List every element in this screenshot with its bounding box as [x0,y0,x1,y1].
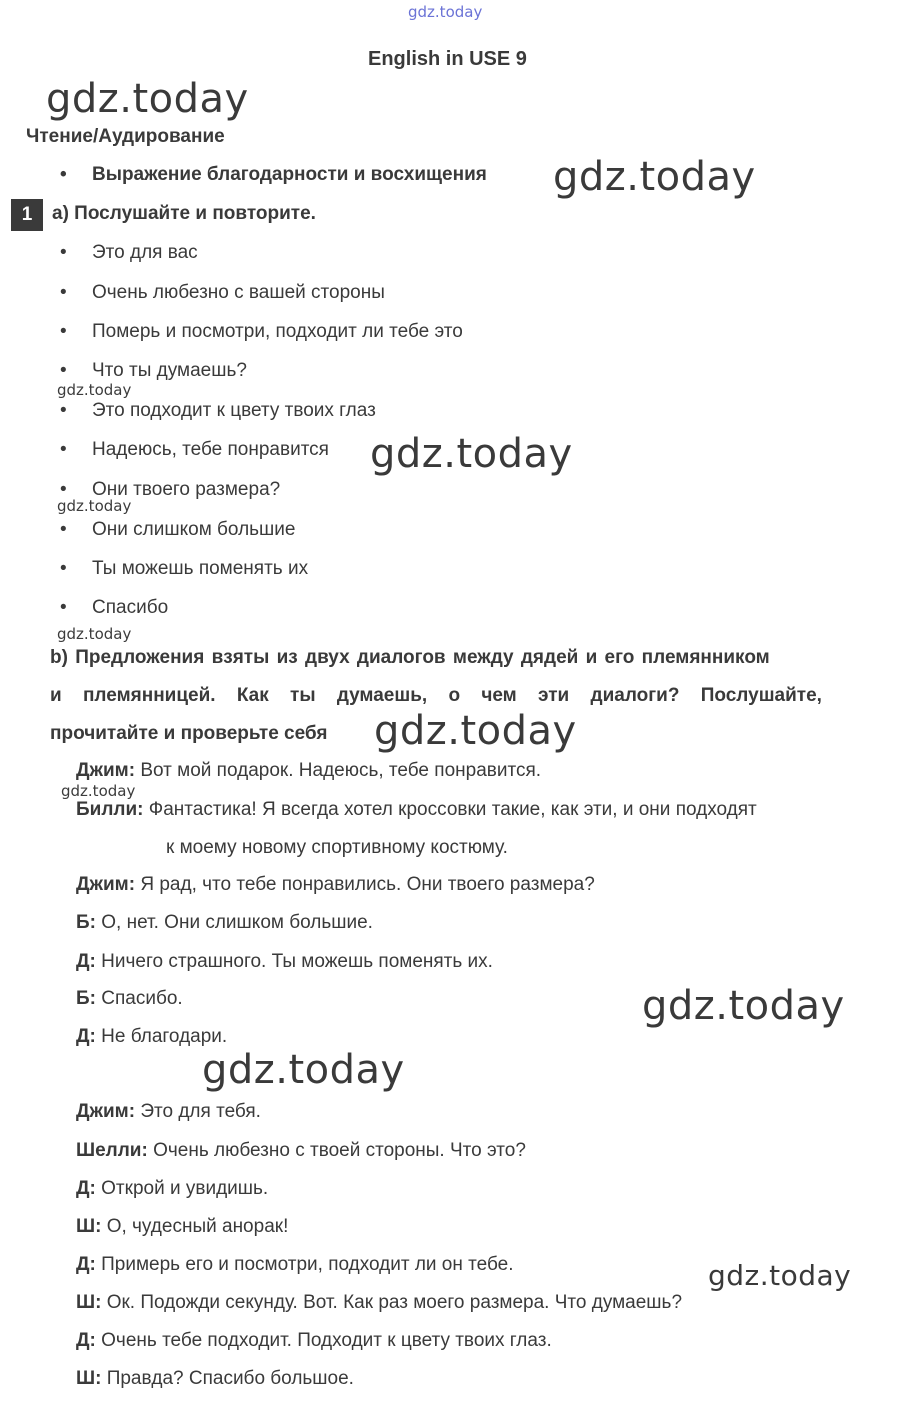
phrase-item [60,400,376,422]
speaker: Ш: [76,1292,102,1313]
dialogue-line [76,1178,268,1200]
phrase-text: Это подходит к цвету твоих глаз [92,400,376,421]
topic-text: Выражение благодарности и восхищения [92,164,487,185]
line-text: Очень любезно с твоей стороны. Что это? [147,1140,526,1161]
line-text: Ничего страшного. Ты можешь поменять их. [95,951,493,972]
line-text: Спасибо. [95,988,183,1009]
phrase-text: Что ты думаешь? [92,360,247,381]
phrase-text: Очень любезно с вашей стороны [92,282,385,303]
bullet-icon: • [60,360,67,381]
phrase-text: Надеюсь, тебе понравится [92,439,329,460]
dialogue-line [76,1368,354,1390]
task-a-heading: a) Послушайте и повторите. [52,203,316,224]
watermark-big: gdz.today [553,154,756,200]
line-text: О, нет. Они слишком большие. [95,912,373,933]
dialogue-line [76,1330,552,1352]
exercise-number-badge: 1 [11,199,43,231]
line-text: Вот мой подарок. Надеюсь, тебе понравится. [135,760,542,781]
watermark-big: gdz.today [374,708,577,754]
phrase-text: Спасибо [92,597,169,618]
line-text: Открой и увидишь. [95,1178,269,1199]
phrase-item [60,479,280,501]
watermark-big: gdz.today [46,76,249,122]
speaker: Д: [76,951,96,972]
bullet-icon: • [60,242,67,263]
watermark-big: gdz.today [708,1259,852,1292]
phrase-item [60,558,308,580]
bullet-icon: • [60,479,67,500]
phrase-text: Это для вас [92,242,198,263]
line-text: О, чудесный анорак! [101,1216,289,1237]
speaker: Б: [76,988,96,1009]
task-b-line: и племянницей. Как ты думаешь, о чем эти диалоги? Послушайте, [50,685,822,706]
watermark-big: gdz.today [642,983,845,1029]
line-text: Примерь его и посмотри, подходит ли он тебе. [95,1254,514,1275]
task-b-line: b) Предложения взяты из двух диалогов между дядей и его племянником [50,647,770,668]
dialogue-line [76,1254,514,1276]
line-text: Это для тебя. [135,1101,261,1122]
dialogue-line [76,799,757,821]
bullet-icon: • [60,282,67,303]
watermark-big: gdz.today [370,431,573,477]
line-text: Не благодари. [95,1026,228,1047]
speaker: Б: [76,912,96,933]
topic-line [60,164,487,186]
page-title: English in USE 9 [368,48,527,70]
speaker: Д: [76,1178,96,1199]
line-text: Я рад, что тебе понравились. Они твоего размера? [135,874,595,895]
line-text: Очень тебе подходит. Подходит к цвету твоих глаз. [95,1330,552,1351]
phrase-text: Они слишком большие [92,519,296,540]
dialogue-line [76,988,183,1010]
line-text: Фантастика! Я всегда хотел кроссовки такие, как эти, и они подходят [143,799,757,820]
watermark-top: gdz.today [408,3,483,21]
watermark-small: gdz.today [57,497,132,515]
speaker: Джим: [76,1101,136,1122]
task-b-line: прочитайте и проверьте себя [50,723,328,744]
dialogue-line [76,1026,227,1048]
line-text: Ок. Подожди секунду. Вот. Как раз моего размера. Что думаешь? [101,1292,683,1313]
watermark-small: gdz.today [57,625,132,643]
dialogue-line [76,874,595,896]
dialogue-line [166,837,508,859]
speaker: Джим: [76,874,136,895]
line-text: к моему новому спортивному костюму. [166,837,508,858]
dialogue-line [76,1292,682,1314]
dialogue-line [76,1140,526,1162]
speaker: Ш: [76,1368,102,1389]
speaker: Ш: [76,1216,102,1237]
speaker: Шелли: [76,1140,148,1161]
speaker: Джим: [76,760,136,781]
bullet-icon: • [60,597,67,618]
bullet-icon: • [60,558,67,579]
watermark-small: gdz.today [57,381,132,399]
section-heading: Чтение/Аудирование [26,126,225,147]
bullet-icon: • [60,400,67,421]
bullet-icon: • [60,439,67,460]
speaker: Билли: [76,799,144,820]
dialogue-line [76,951,493,973]
dialogue-line [76,912,373,934]
speaker: Д: [76,1330,96,1351]
dialogue-line [76,1101,261,1123]
phrase-text: Ты можешь поменять их [92,558,309,579]
phrase-item [60,242,198,264]
dialogue-line [76,760,541,782]
line-text: Правда? Спасибо большое. [101,1368,354,1389]
bullet-icon: • [60,164,67,185]
phrase-item [60,282,385,304]
bullet-icon: • [60,321,67,342]
phrase-text: Они твоего размера? [92,479,281,500]
phrase-item [60,597,168,619]
phrase-item [60,439,329,461]
speaker: Д: [76,1254,96,1275]
phrase-item [60,321,463,343]
phrase-item [60,519,295,541]
phrase-text: Померь и посмотри, подходит ли тебе это [92,321,463,342]
dialogue-line [76,1216,288,1238]
bullet-icon: • [60,519,67,540]
watermark-small: gdz.today [61,782,136,800]
watermark-big: gdz.today [202,1047,405,1093]
phrase-item [60,360,247,382]
speaker: Д: [76,1026,96,1047]
